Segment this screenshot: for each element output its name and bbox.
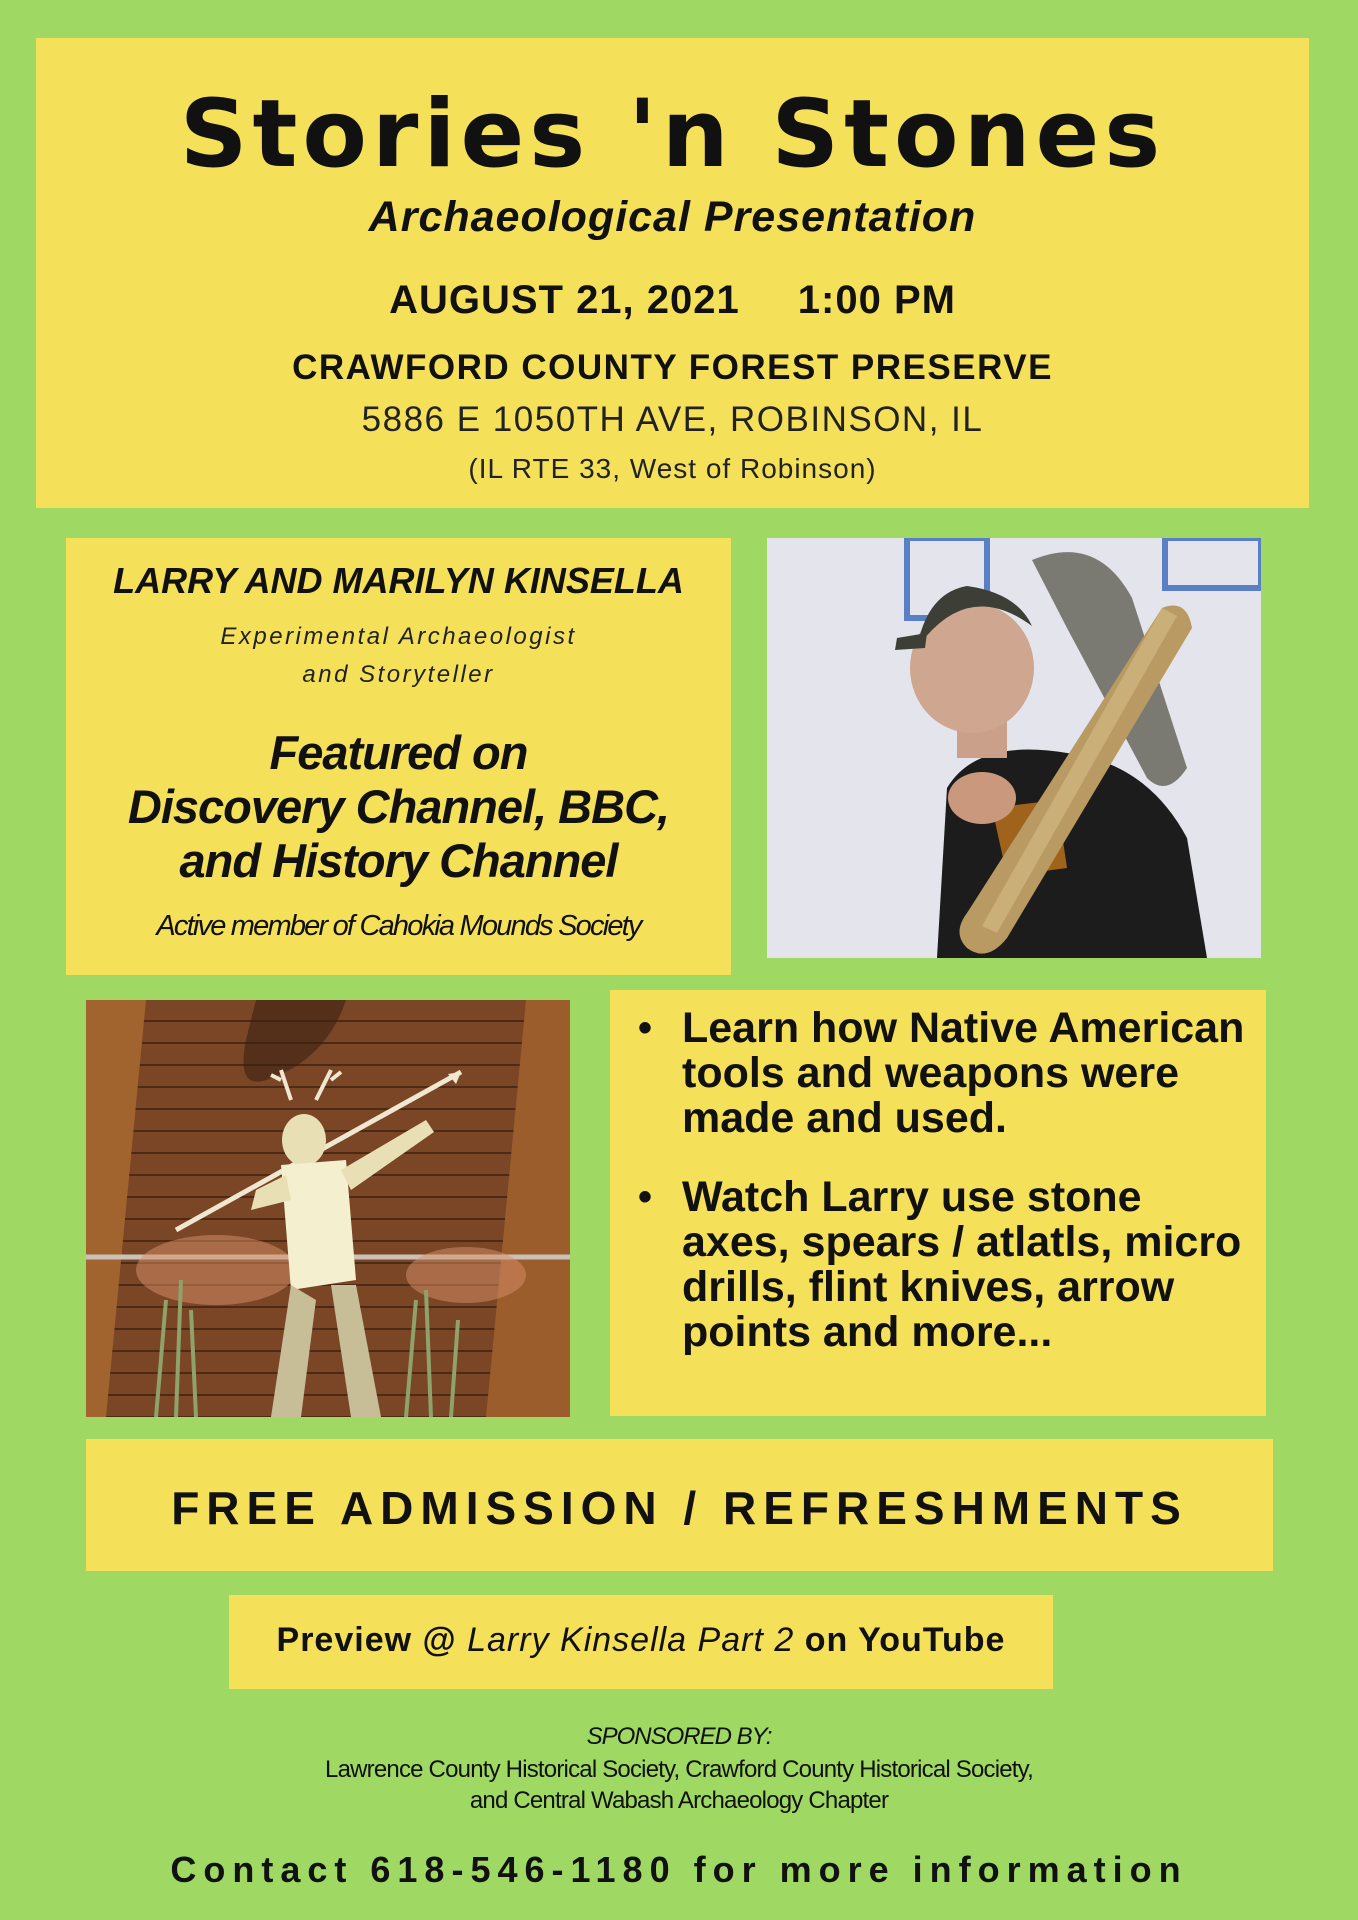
preview-suffix: on YouTube	[804, 1621, 1006, 1659]
sponsor-line1: Lawrence County Historical Society, Crawford County Historical Society,	[325, 1756, 1033, 1783]
contact-info: Contact 618-546-1180 for more information	[170, 1849, 1188, 1890]
event-subtitle: Archaeological Presentation	[368, 193, 977, 241]
preview-video-title: Larry Kinsella Part 2	[467, 1621, 795, 1659]
activities-list	[634, 1006, 1256, 1389]
bullet-icon: •	[638, 1175, 653, 1219]
activities-panel	[610, 990, 1266, 1416]
event-time: 1:00 PM	[797, 278, 956, 322]
list-item	[634, 1006, 1256, 1141]
featured-line2: Discovery Channel, BBC,	[127, 780, 670, 833]
presenter-role-line1: Experimental Archaeologist	[220, 623, 577, 650]
membership-note: Active member of Cahokia Mounds Society	[156, 910, 641, 942]
event-date: AUGUST 21, 2021	[389, 278, 740, 322]
activity-text-1: Learn how Native American tools and weapons were made and used.	[682, 1004, 1245, 1142]
header-panel	[36, 38, 1309, 508]
preview-panel	[229, 1595, 1053, 1689]
list-item	[634, 1175, 1256, 1355]
warrior-photo-illustration	[86, 1000, 570, 1417]
warrior-statue-photo	[86, 1000, 570, 1417]
venue-address: 5886 E 1050TH AVE, ROBINSON, IL	[361, 400, 984, 439]
event-title: Stories 'n Stones	[179, 80, 1166, 189]
venue-name: CRAWFORD COUNTY FOREST PRESERVE	[292, 348, 1053, 387]
sponsor-heading: SPONSORED BY:	[586, 1723, 772, 1750]
presenter-photo	[767, 538, 1261, 958]
featured-line3: and History Channel	[179, 834, 618, 887]
admission-panel	[86, 1439, 1273, 1571]
event-datetime	[36, 278, 1309, 323]
featured-line1: Featured on	[269, 726, 528, 779]
presenter-names: LARRY AND MARILYN KINSELLA	[113, 560, 684, 601]
featured-on	[66, 726, 731, 888]
preview-prefix: Preview @	[276, 1621, 457, 1659]
presenter-panel	[66, 538, 731, 975]
admission-text: FREE ADMISSION / REFRESHMENTS	[171, 1482, 1188, 1534]
presenter-role-line2: and Storyteller	[302, 661, 495, 688]
presenter-role	[66, 618, 731, 694]
sponsor-line2: and Central Wabash Archaeology Chapter	[469, 1787, 889, 1814]
bullet-icon: •	[638, 1006, 653, 1050]
activity-text-2: Watch Larry use stone axes, spears / atlatls, micro drills, flint knives, arrow points and more...	[682, 1173, 1242, 1356]
preview-text	[229, 1621, 1053, 1660]
venue-directions: (IL RTE 33, West of Robinson)	[468, 453, 877, 484]
presenter-photo-illustration	[767, 538, 1261, 958]
